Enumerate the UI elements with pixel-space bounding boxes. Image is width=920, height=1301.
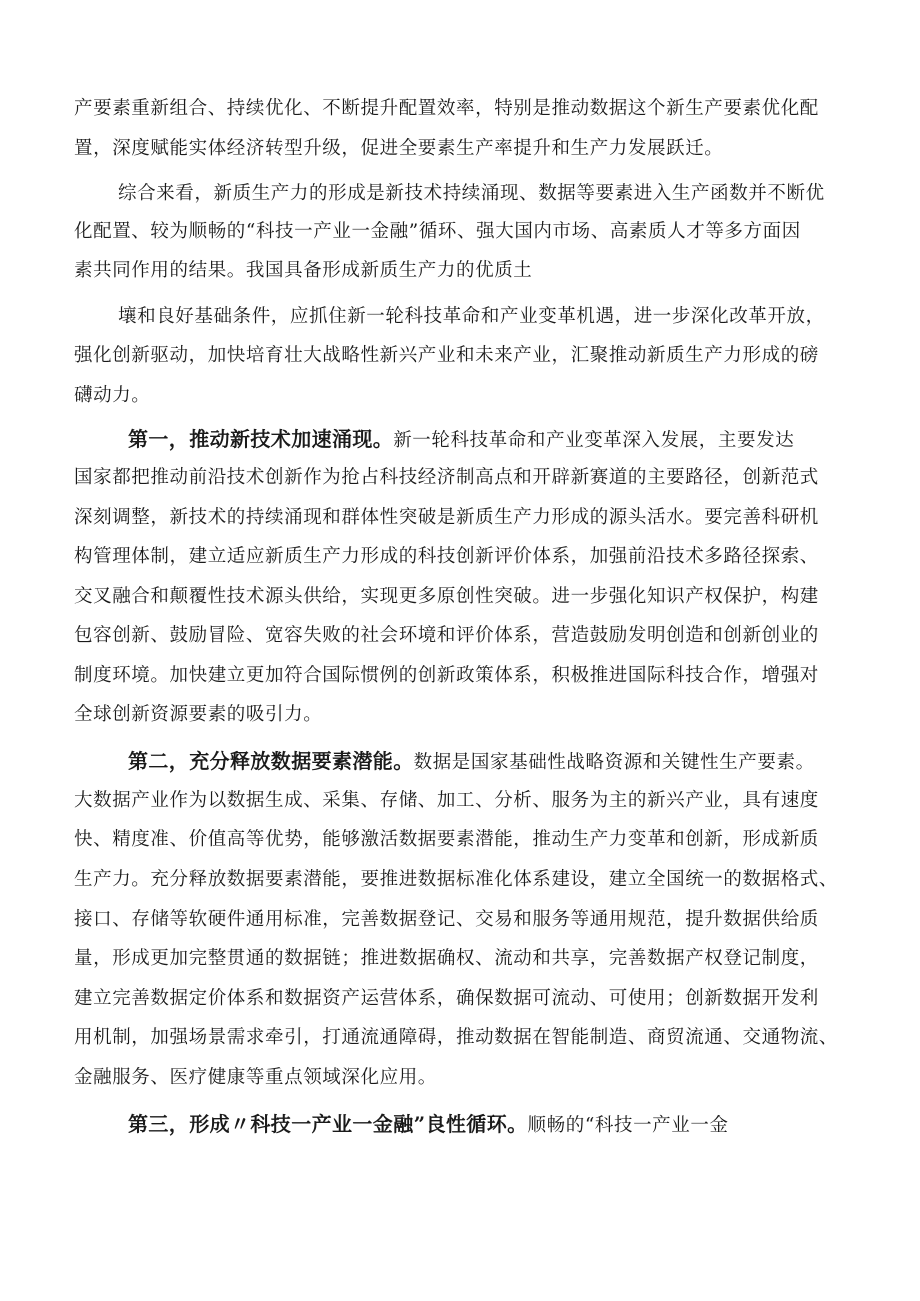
paragraph-line: 构管理体制，建立适应新质生产力形成的科技创新评价体系，加强前沿技术多路径探索、 <box>74 546 819 567</box>
section-text: 新一轮科技革命和产业变革深入发展，主要发达 <box>393 430 795 451</box>
paragraph-line: 建立完善数据定价体系和数据资产运营体系，确保数据可流动、可使用；创新数据开发利 <box>74 988 819 1009</box>
paragraph-line: 化配置、较为顺畅的“科技一产业一金融”循环、强大国内市场、高素质人才等多方面因 <box>74 221 801 242</box>
paragraph-line: 礴动力。 <box>74 385 151 406</box>
paragraph-line: 金融服务、医疗健康等重点领域深化应用。 <box>74 1067 437 1088</box>
paragraph-line: 大数据产业作为以数据生成、采集、存储、加工、分析、服务为主的新兴产业，具有速度 <box>74 790 819 811</box>
section-first-line <box>128 427 864 453</box>
paragraph-line: 接口、存储等软硬件通用标准，完善数据登记、交易和服务等通用规范，提升数据供给质 <box>74 909 819 930</box>
paragraph-line: 壤和良好基础条件，应抓住新一轮科技革命和产业变革机遇，进一步深化改革开放， <box>118 306 825 327</box>
paragraph-line: 用机制，加强场景需求牵引，打通流通障碍，推动数据在智能制造、商贸流通、交通物流、 <box>74 1027 839 1048</box>
paragraph-line: 置，深度赋能实体经济转型升级，促进全要素生产率提升和生产力发展跃迁。 <box>74 138 724 159</box>
paragraph-line: 快、精度准、价值高等优势，能够激活数据要素潜能，推动生产力变革和创新，形成新质 <box>74 829 819 850</box>
paragraph-line: 量，形成更加完整贯通的数据链；推进数据确权、流动和共享，完善数据产权登记制度， <box>74 948 819 969</box>
paragraph-line: 素共同作用的结果。我国具备形成新质生产力的优质土 <box>74 260 533 281</box>
paragraph-line: 强化创新驱动，加快培育壮大战略性新兴产业和未来产业，汇聚推动新质生产力形成的磅 <box>74 345 819 366</box>
paragraph-line: 制度环境。加快建立更加符合国际惯例的创新政策体系，积极推进国际科技合作，增强对 <box>74 665 819 686</box>
paragraph-line: 深刻调整，新技术的持续涌现和群体性突破是新质生产力形成的源头活水。要完善科研机 <box>74 507 819 528</box>
paragraph-line: 综合来看，新质生产力的形成是新技术持续涌现、数据等要素进入生产函数并不断优 <box>118 183 825 204</box>
paragraph-line: 包容创新、鼓励冒险、宽容失败的社会环境和评价体系，营造鼓励发明创造和创新创业的 <box>74 625 819 646</box>
section-first-line <box>128 1112 864 1138</box>
section-first-line <box>128 749 864 775</box>
section-text: 数据是国家基础性战略资源和关键性生产要素。 <box>413 752 815 773</box>
paragraph-line: 国家都把推动前沿技术创新作为抢占科技经济制高点和开辟新赛道的主要路径，创新范式 <box>74 467 819 488</box>
section-heading: 第二，充分释放数据要素潜能。 <box>128 749 414 773</box>
section-heading: 第三，形成〃科技一产业一金融”良性循环。 <box>128 1112 528 1136</box>
section-heading: 第一，推动新技术加速涌现。 <box>128 427 394 451</box>
paragraph-line: 生产力。充分释放数据要素潜能，要推进数据标准化体系建设，建立全国统一的数据格式、 <box>74 869 839 890</box>
paragraph-line: 全球创新资源要素的吸引力。 <box>74 704 323 725</box>
section-text: 顺畅的“科技一产业一金 <box>527 1115 729 1136</box>
paragraph-line: 产要素重新组合、持续优化、不断提升配置效率，特别是推动数据这个新生产要素优化配 <box>74 98 819 119</box>
paragraph-line: 交叉融合和颠覆性技术源头供给，实现更多原创性突破。进一步强化知识产权保护，构建 <box>74 586 819 607</box>
